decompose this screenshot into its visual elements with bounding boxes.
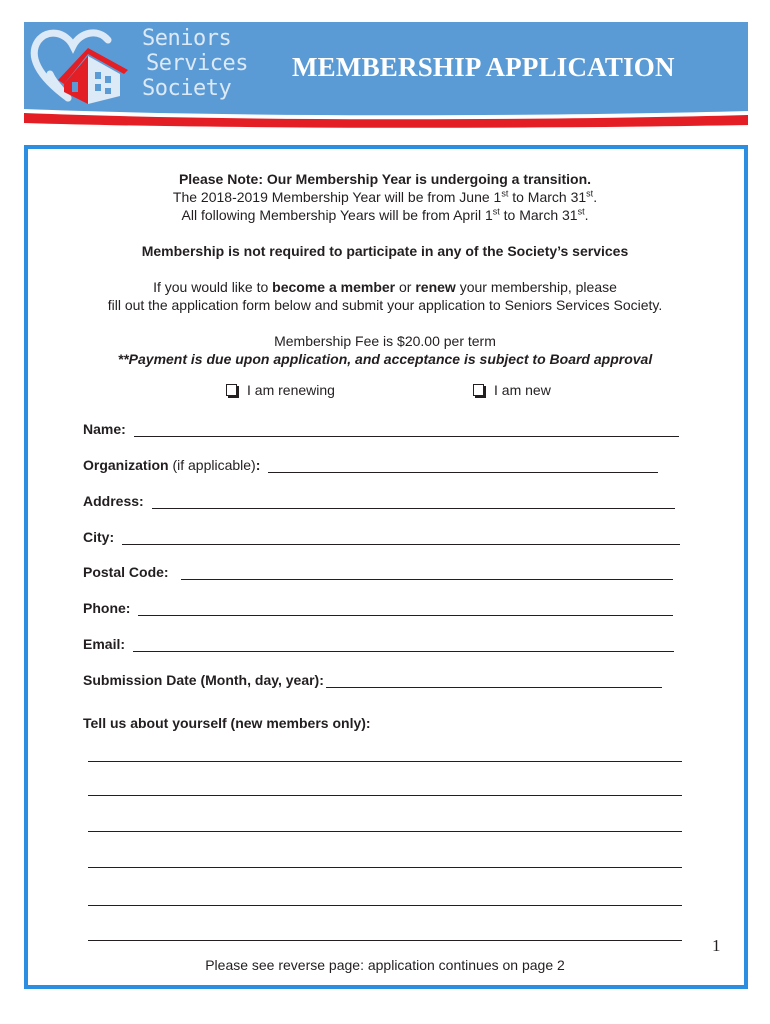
logo-wordmark [142, 26, 248, 101]
fee-line: Membership Fee is $20.00 per term [274, 333, 496, 349]
about-line-2[interactable] [88, 795, 682, 796]
submission-date-field [83, 672, 662, 688]
submission-date-label: Submission Date (Month, day, year): [83, 672, 324, 688]
new-label: I am new [494, 382, 551, 398]
organization-field [83, 457, 658, 473]
name-field [83, 421, 679, 437]
name-input-line[interactable] [134, 423, 679, 437]
organization-input-line[interactable] [268, 459, 658, 473]
page-number: 1 [712, 936, 721, 955]
renewing-label: I am renewing [247, 382, 335, 398]
address-field [83, 493, 675, 509]
phone-field [83, 600, 673, 616]
city-input-line[interactable] [122, 531, 680, 545]
notice-line-2: All following Membership Years will be from April 1st to March 31st. [181, 206, 589, 223]
about-line-5[interactable] [88, 905, 682, 906]
notice-line-1: The 2018-2019 Membership Year will be from June 1st to March 31st. [172, 188, 598, 205]
notice-heading: Please Note: Our Membership Year is undergoing a transition. [178, 171, 592, 187]
payment-note: **Payment is due upon application, and acceptance is subject to Board approval [117, 351, 653, 367]
organization-label: Organization (if applicable): [83, 457, 261, 473]
new-checkbox[interactable] [473, 384, 484, 396]
address-input-line[interactable] [152, 495, 675, 509]
header-stripe [24, 109, 748, 132]
continuation-note: Please see reverse page: application continues on page 2 [205, 957, 565, 973]
city-field [83, 529, 680, 545]
about-label: Tell us about yourself (new members only): [83, 715, 371, 731]
about-field [83, 715, 371, 731]
phone-label: Phone: [83, 600, 131, 616]
email-field [83, 636, 674, 652]
intro-line-1: If you would like to become a member or renew your membership, please [153, 279, 617, 295]
postal-code-label: Postal Code: [83, 564, 169, 580]
email-label: Email: [83, 636, 126, 652]
option-new[interactable] [473, 382, 551, 398]
phone-input-line[interactable] [138, 602, 673, 616]
city-label: City: [83, 529, 115, 545]
header-banner [24, 22, 748, 132]
logo-line-1: Seniors [142, 26, 232, 51]
postal-code-input-line[interactable] [181, 566, 673, 580]
about-line-4[interactable] [88, 867, 682, 868]
intro-line-2: fill out the application form below and submit your application to Seniors Services Society. [107, 297, 663, 313]
about-line-1[interactable] [88, 761, 682, 762]
page-title: MEMBERSHIP APPLICATION [292, 52, 675, 82]
address-label: Address: [83, 493, 144, 509]
option-renewing[interactable] [226, 382, 335, 398]
about-line-3[interactable] [88, 831, 682, 832]
name-label: Name: [83, 421, 126, 437]
renewing-checkbox[interactable] [226, 384, 237, 396]
not-required-note: Membership is not required to participate in any of the Society’s services [141, 243, 629, 259]
submission-date-input-line[interactable] [326, 674, 662, 688]
postal-code-field [83, 564, 673, 580]
logo-line-2: Services [146, 51, 248, 76]
logo-line-3: Society [142, 76, 232, 101]
email-input-line[interactable] [133, 638, 674, 652]
about-line-6[interactable] [88, 940, 682, 941]
heart-house-icon [28, 26, 138, 108]
